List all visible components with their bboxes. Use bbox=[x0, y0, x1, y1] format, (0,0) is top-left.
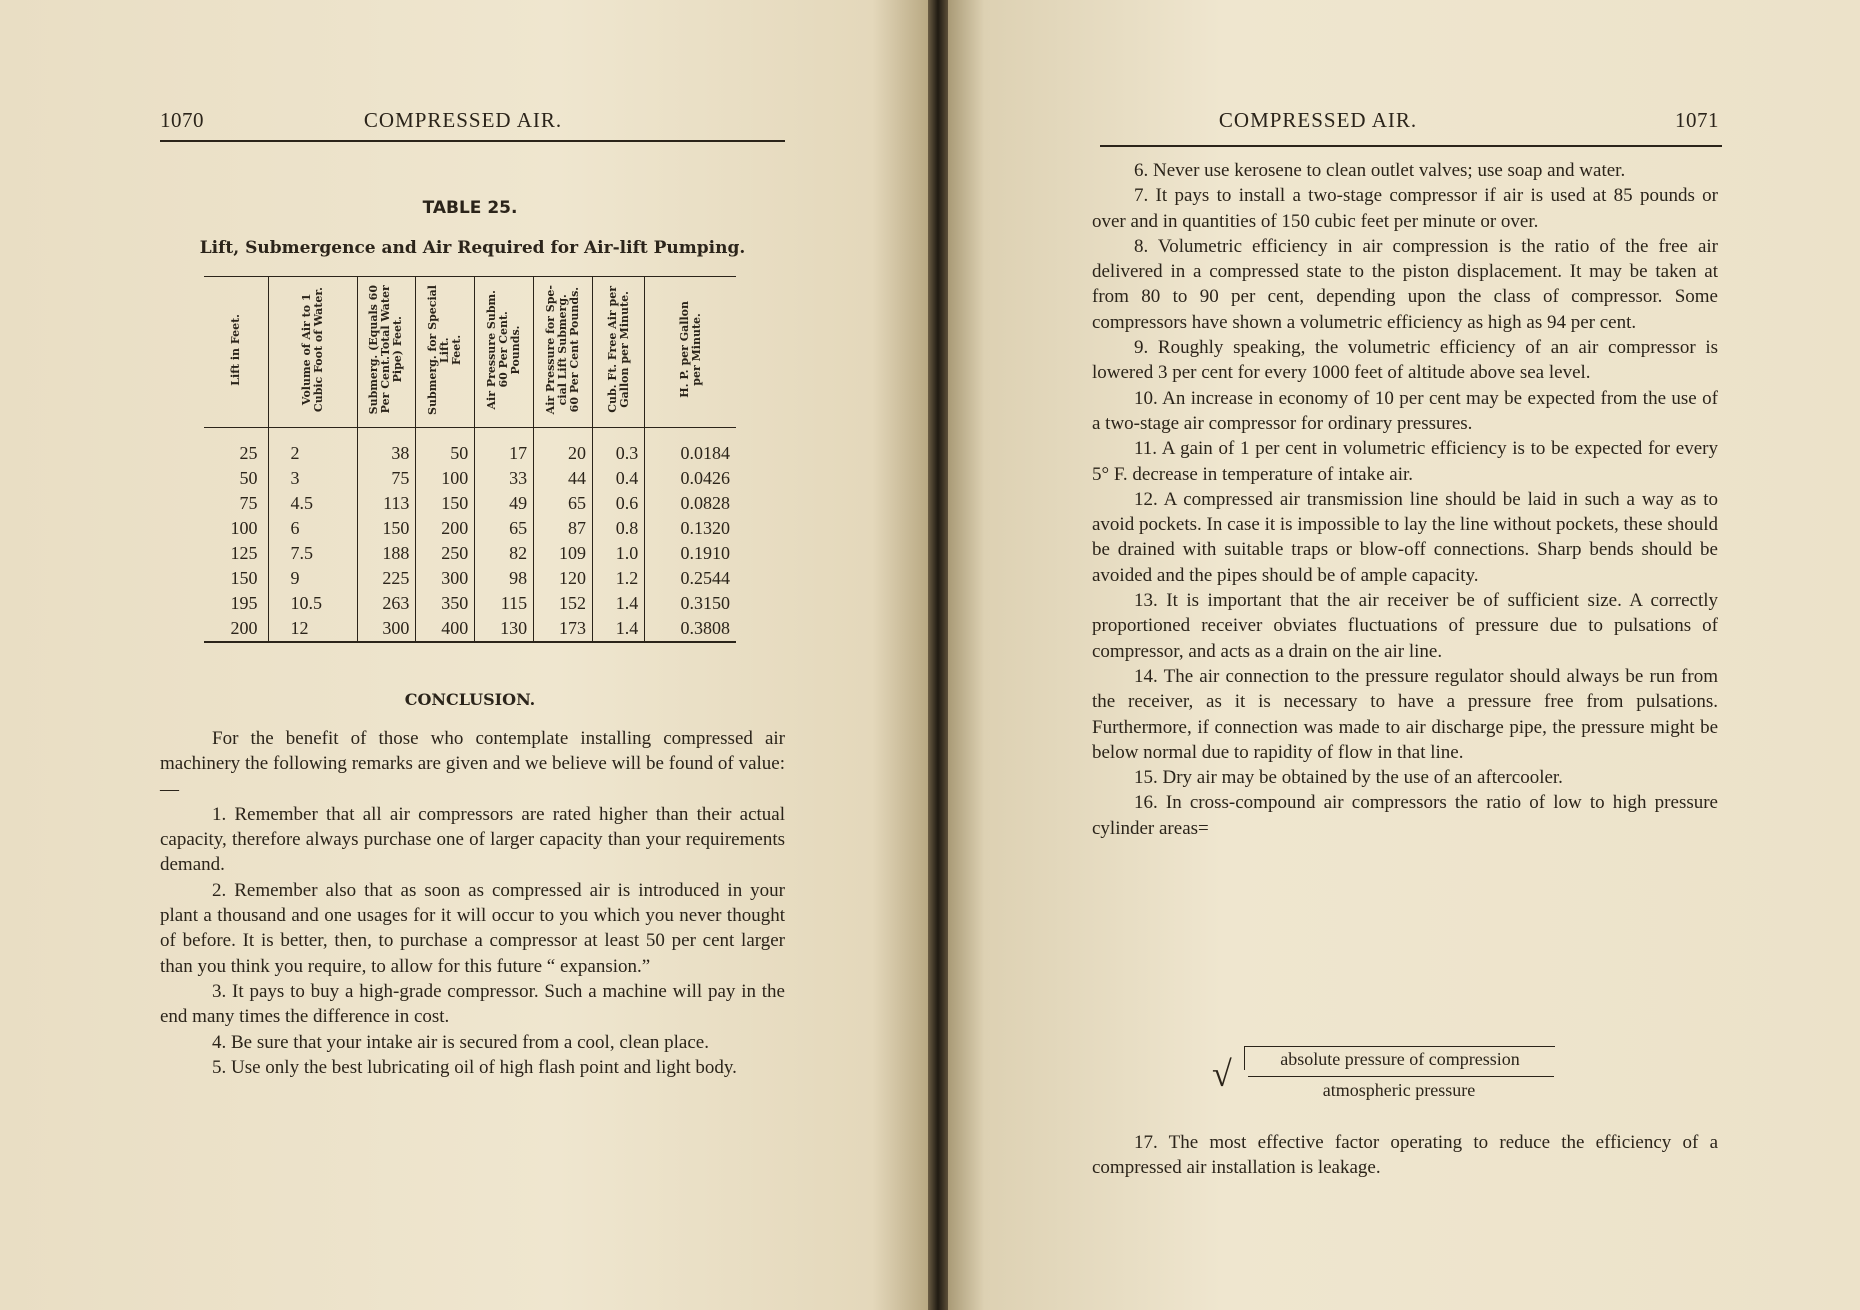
table-cell: 17 bbox=[475, 428, 534, 467]
table-cell: 113 bbox=[357, 491, 416, 516]
formula-fraction-bar bbox=[1248, 1076, 1554, 1077]
right-head-rule bbox=[1100, 145, 1722, 147]
table-header-label: Lift in Feet. bbox=[228, 313, 242, 386]
table-cell: 300 bbox=[357, 616, 416, 642]
table-cell: 125 bbox=[230, 543, 258, 563]
table-cell: 1.4 bbox=[592, 591, 644, 616]
table-cell: 25 bbox=[239, 443, 258, 463]
table-cell: 195 bbox=[230, 593, 258, 613]
table-cell: 0.8 bbox=[592, 516, 644, 541]
table-header-label: Air Pressure Subm. 60 Per Cent. Pounds. bbox=[485, 289, 523, 410]
formula-numerator: absolute pressure of compression bbox=[1244, 1046, 1555, 1070]
table-cell: 0.0828 bbox=[645, 491, 736, 516]
table-row bbox=[204, 591, 736, 616]
book-gutter bbox=[928, 0, 948, 1310]
table-cell: 0.1910 bbox=[645, 541, 736, 566]
left-head-rule bbox=[160, 140, 785, 142]
table-header-cell bbox=[357, 277, 416, 428]
formula-denominator: atmospheric pressure bbox=[1322, 1080, 1476, 1100]
table-cell: 400 bbox=[416, 616, 475, 642]
remark-11: 11. A gain of 1 per cent in volumetric efficiency is to be expected for every 5° F. decrease in temperature of intake air. bbox=[1092, 438, 1718, 485]
table-header-label: Submerg. for Special Lift. Feet. bbox=[426, 284, 464, 415]
table-cell: 44 bbox=[534, 466, 593, 491]
remark-1: 1. Remember that all air compressors are rated higher than their actual capacity, therefore always purchase one of larger capacity than your requirements demand. bbox=[160, 803, 785, 876]
table-cell: 6 bbox=[268, 516, 357, 541]
left-page bbox=[0, 0, 928, 1310]
table-cell: 65 bbox=[534, 491, 593, 516]
table-row bbox=[204, 466, 736, 491]
remark-10: 10. An increase in economy of 10 per cent may be expected from the use of a two-stage air compressor for ordinary pressures. bbox=[1092, 387, 1718, 434]
table-subtitle: Lift, Submergence and Air Required for Air-lift Pumping. bbox=[199, 238, 746, 258]
table-row bbox=[204, 616, 736, 642]
table-cell: 0.3808 bbox=[645, 616, 736, 642]
remark-9: 9. Roughly speaking, the volumetric efficiency of an air compressor is lowered 3 per cent for every 1000 feet of altitude above sea level. bbox=[1092, 337, 1718, 384]
table-row bbox=[204, 428, 736, 467]
remark-17: 17. The most effective factor operating to reduce the efficiency of a compressed air installation is leakage. bbox=[1092, 1132, 1718, 1179]
table-cell: 150 bbox=[416, 491, 475, 516]
table-cell: 0.3150 bbox=[645, 591, 736, 616]
table-header-label: Air Pressure for Spe- cial Lift Submerg. 60 Per Cent Pounds. bbox=[544, 284, 582, 415]
table-cell: 173 bbox=[534, 616, 593, 642]
table-cell: 2 bbox=[268, 428, 357, 467]
left-body-text bbox=[160, 726, 785, 1080]
right-body-text bbox=[1092, 158, 1718, 841]
table-header-cell bbox=[592, 277, 644, 428]
table-cell: 120 bbox=[534, 566, 593, 591]
table-header-label: Volume of Air to 1 Cubic Foot of Water. bbox=[299, 286, 325, 413]
remark-2: 2. Remember also that as soon as compressed air is introduced in your plant a thousand and one usages for it will occur to you which you never thought of before. It is better, then, to purchase a compressor at least 50 per cent larger than you think you require, to allow for this future “ expansion.” bbox=[160, 879, 785, 977]
table-cell: 20 bbox=[534, 428, 593, 467]
table-title: TABLE 25. bbox=[422, 198, 518, 218]
remark-3: 3. It pays to buy a high-grade compressor. Such a machine will pay in the end many times the difference in cost. bbox=[160, 980, 785, 1028]
conclusion-heading: CONCLUSION. bbox=[404, 690, 536, 709]
square-root-sign: √ bbox=[1212, 1054, 1232, 1094]
table-cell: 4.5 bbox=[268, 491, 357, 516]
table-header-cell bbox=[475, 277, 534, 428]
table-cell: 7.5 bbox=[268, 541, 357, 566]
table-cell: 250 bbox=[416, 541, 475, 566]
table-cell: 98 bbox=[475, 566, 534, 591]
table-cell: 0.1320 bbox=[645, 516, 736, 541]
table-cell: 1.0 bbox=[592, 541, 644, 566]
table-cell: 82 bbox=[475, 541, 534, 566]
table-cell: 0.2544 bbox=[645, 566, 736, 591]
table-header-cell bbox=[416, 277, 475, 428]
remark-5: 5. Use only the best lubricating oil of high flash point and light body. bbox=[212, 1056, 737, 1078]
table-header-cell bbox=[268, 277, 357, 428]
table-cell: 300 bbox=[416, 566, 475, 591]
table-header-cell bbox=[204, 277, 268, 428]
remark-14: 14. The air connection to the pressure regulator should always be run from the receiver, as it is necessary to have a pressure free from pulsations. Furthermore, if connection was made to air discharge pipe, the pressure might be below normal due to rapidity of flow in that line. bbox=[1092, 665, 1718, 763]
table-cell: 75 bbox=[239, 493, 258, 513]
table-cell: 200 bbox=[416, 516, 475, 541]
remark-8: 8. Volumetric efficiency in air compression is the ratio of the free air delivered in a compressed state to the piston displacement. It may be taken at from 80 to 90 per cent, depending upon the class of compressor. Some compressors have shown a volumetric efficiency as high as 94 per cent. bbox=[1092, 235, 1718, 333]
table-body bbox=[204, 428, 736, 643]
table-cell: 1.2 bbox=[592, 566, 644, 591]
remark-16: 16. In cross-compound air compressors the ratio of low to high pressure cylinder areas= bbox=[1092, 792, 1718, 839]
ratio-formula bbox=[1212, 1046, 1562, 1106]
table-cell: 152 bbox=[534, 591, 593, 616]
left-page-number: 1070 bbox=[160, 108, 204, 132]
table-header-cell bbox=[534, 277, 593, 428]
table-cell: 263 bbox=[357, 591, 416, 616]
remark-12: 12. A compressed air transmission line should be laid in such a way as to avoid pockets. In case it is impossible to lay the line without pockets, these should be drained with suitable traps or blow-off connections. Sharp bends should be avoided and the pipes should be of ample capacity. bbox=[1092, 488, 1718, 586]
table-cell: 49 bbox=[475, 491, 534, 516]
table-cell: 50 bbox=[416, 428, 475, 467]
table-header-label: H. P. per Gallon per Minute. bbox=[677, 301, 703, 398]
table-cell: 65 bbox=[475, 516, 534, 541]
table-row bbox=[204, 516, 736, 541]
table-row bbox=[204, 541, 736, 566]
table-cell: 0.3 bbox=[592, 428, 644, 467]
table-cell: 50 bbox=[239, 468, 258, 488]
table-cell: 0.4 bbox=[592, 466, 644, 491]
table-cell: 75 bbox=[357, 466, 416, 491]
table-cell: 130 bbox=[475, 616, 534, 642]
table-header-cell bbox=[645, 277, 736, 428]
table-cell: 0.6 bbox=[592, 491, 644, 516]
table-row bbox=[204, 491, 736, 516]
left-running-title: COMPRESSED AIR. bbox=[363, 108, 563, 132]
table-cell: 225 bbox=[357, 566, 416, 591]
table-cell: 87 bbox=[534, 516, 593, 541]
table-row bbox=[204, 566, 736, 591]
right-running-title: COMPRESSED AIR. bbox=[1218, 108, 1418, 132]
table-cell: 100 bbox=[416, 466, 475, 491]
table-cell: 0.0184 bbox=[645, 428, 736, 467]
table-header-row bbox=[204, 277, 736, 428]
table-cell: 100 bbox=[230, 518, 258, 538]
intro-paragraph: For the benefit of those who contemplate installing compressed air machinery the following remarks are given and we believe will be found of value:— bbox=[160, 728, 785, 800]
table-cell: 10.5 bbox=[268, 591, 357, 616]
remark-6: 6. Never use kerosene to clean outlet valves; use soap and water. bbox=[1134, 160, 1626, 181]
right-page bbox=[948, 0, 1860, 1310]
right-last-text bbox=[1092, 1130, 1718, 1181]
table-cell: 200 bbox=[204, 616, 268, 642]
remark-7: 7. It pays to install a two-stage compressor if air is used at 85 pounds or over and in quantities of 150 cubic feet per minute or over. bbox=[1092, 185, 1718, 232]
table-cell: 38 bbox=[357, 428, 416, 467]
table-cell: 150 bbox=[230, 568, 258, 588]
table-header-label: Cub. Ft. Free Air per Gallon per Minute. bbox=[605, 286, 631, 413]
table-cell: 12 bbox=[268, 616, 357, 642]
table-cell: 3 bbox=[268, 466, 357, 491]
remark-15: 15. Dry air may be obtained by the use of an aftercooler. bbox=[1134, 767, 1563, 789]
table-cell: 109 bbox=[534, 541, 593, 566]
table-cell: 188 bbox=[357, 541, 416, 566]
table-cell: 350 bbox=[416, 591, 475, 616]
table-cell: 33 bbox=[475, 466, 534, 491]
table-cell: 1.4 bbox=[592, 616, 644, 642]
table-cell: 0.0426 bbox=[645, 466, 736, 491]
table-cell: 150 bbox=[357, 516, 416, 541]
table-cell: 9 bbox=[268, 566, 357, 591]
remark-4: 4. Be sure that your intake air is secured from a cool, clean place. bbox=[212, 1031, 709, 1053]
remark-13: 13. It is important that the air receiver be of sufficient size. A correctly proportioned receiver obviates fluctuations of pressure due to pulsations of compressor, and acts as a drain on the air line. bbox=[1092, 590, 1718, 662]
right-page-number: 1071 bbox=[1675, 108, 1719, 132]
table-header-label: Submerg. (Equals 60 Per Cent.Total Water Pipe) Feet. bbox=[367, 284, 405, 415]
table-cell: 115 bbox=[475, 591, 534, 616]
air-lift-table bbox=[204, 276, 736, 643]
